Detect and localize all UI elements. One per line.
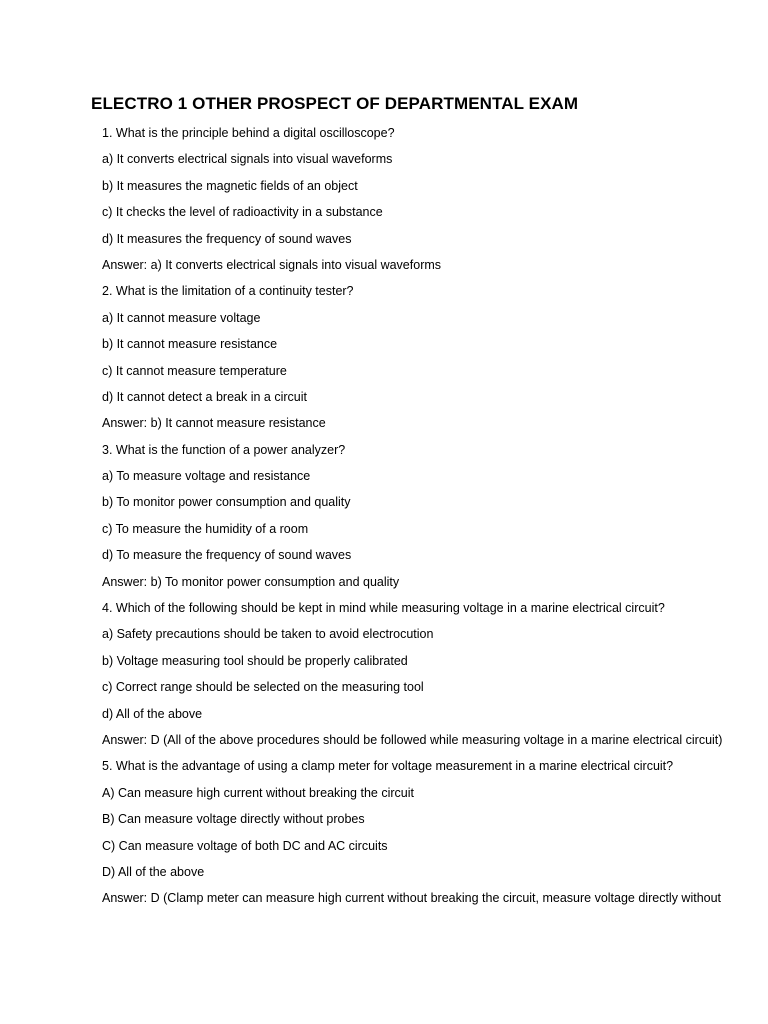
document-line: 4. Which of the following should be kept in mind while measuring voltage in a marine electrical circuit?: [102, 601, 665, 616]
document-line: 1. What is the principle behind a digital oscilloscope?: [102, 126, 395, 140]
document-line: c) Correct range should be selected on the measuring tool: [102, 680, 424, 695]
document-line: d) To measure the frequency of sound waves: [102, 548, 352, 563]
document-line: c) To measure the humidity of a room: [102, 521, 309, 536]
document-line: Answer: b) It cannot measure resistance: [102, 416, 326, 431]
document-line: a) It cannot measure voltage: [102, 310, 261, 325]
document-line: 3. What is the function of a power analyzer?: [102, 442, 346, 457]
document-line: d) All of the above: [102, 706, 203, 721]
question-list: [102, 124, 742, 916]
document-line: C) Can measure voltage of both DC and AC circuits: [102, 838, 388, 853]
document-line: b) To monitor power consumption and quality: [102, 495, 351, 510]
document-line: d) It measures the frequency of sound waves: [102, 231, 352, 246]
document-line: Answer: b) To monitor power consumption and quality: [102, 574, 400, 589]
document-line: D) All of the above: [102, 864, 205, 879]
document-line: b) Voltage measuring tool should be properly calibrated: [102, 653, 408, 668]
document-line: b) It measures the magnetic fields of an object: [102, 178, 358, 193]
document-line: Answer: D (All of the above procedures should be followed while measuring voltage in a marine electrical circuit): [102, 732, 723, 747]
document-title: ELECTRO 1 OTHER PROSPECT OF DEPARTMENTAL EXAM: [91, 94, 579, 113]
document-line: a) To measure voltage and resistance: [102, 469, 311, 484]
document-line: Answer: D (Clamp meter can measure high current without breaking the circuit, measure voltage directly without: [102, 891, 722, 906]
document-line: Answer: a) It converts electrical signals into visual waveforms: [102, 257, 442, 272]
document-line: c) It checks the level of radioactivity in a substance: [102, 205, 383, 220]
document-line: 2. What is the limitation of a continuity tester?: [102, 284, 354, 299]
document-line: 5. What is the advantage of using a clamp meter for voltage measurement in a marine electrical circuit?: [102, 759, 674, 774]
document-line: a) Safety precautions should be taken to avoid electrocution: [102, 627, 434, 642]
document-line: d) It cannot detect a break in a circuit: [102, 389, 307, 404]
document-line: c) It cannot measure temperature: [102, 363, 287, 378]
document-line: a) It converts electrical signals into visual waveforms: [102, 152, 393, 167]
document-line: A) Can measure high current without breaking the circuit: [102, 785, 414, 800]
document-line: B) Can measure voltage directly without probes: [102, 812, 365, 827]
document-line: b) It cannot measure resistance: [102, 337, 278, 352]
